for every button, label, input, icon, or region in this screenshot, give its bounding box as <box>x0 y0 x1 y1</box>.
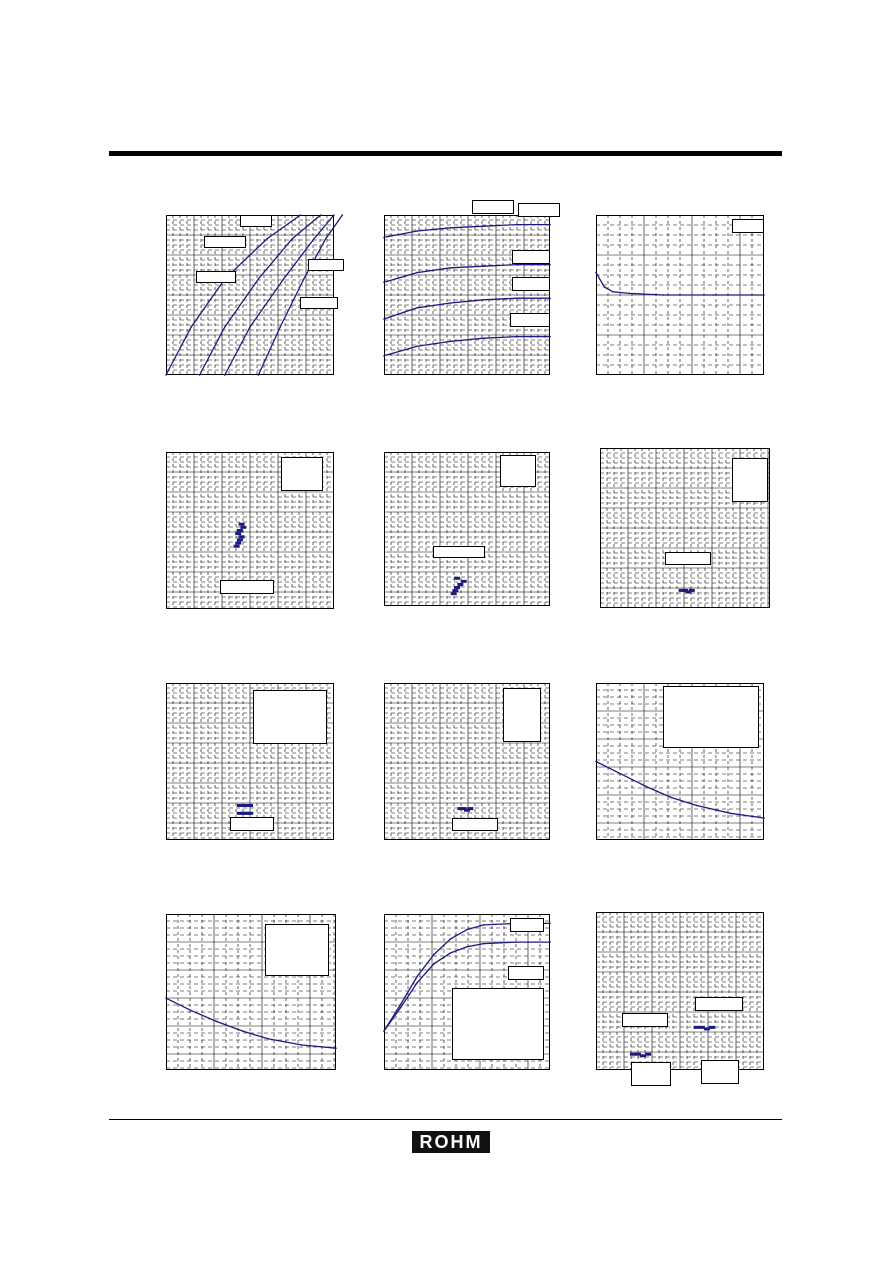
data-point <box>279 326 281 328</box>
data-point <box>267 1038 269 1040</box>
legend-box <box>452 988 544 1060</box>
data-point <box>516 224 518 226</box>
data-point <box>466 929 468 931</box>
data-point <box>416 982 418 984</box>
data-point <box>239 535 245 538</box>
legend-box <box>230 817 274 831</box>
legend-box <box>452 818 498 831</box>
data-point <box>237 529 243 532</box>
data-point <box>247 812 253 815</box>
brand-logo <box>412 1131 490 1153</box>
data-point <box>291 238 293 240</box>
chart-panel-1 <box>166 215 334 375</box>
data-point <box>516 336 518 338</box>
legend-box <box>508 966 544 980</box>
data-point <box>450 267 452 269</box>
series-line-1 <box>166 998 336 1048</box>
data-point <box>242 1030 244 1032</box>
legend-box <box>512 250 550 264</box>
data-point <box>450 341 452 343</box>
data-point <box>549 923 551 925</box>
data-point <box>671 797 673 799</box>
legend-box <box>220 580 274 594</box>
brand-logo-text: ROHM <box>419 1132 483 1152</box>
data-point <box>483 924 485 926</box>
data-point <box>516 941 518 943</box>
series-line-4 <box>384 337 550 356</box>
legend-box <box>433 546 485 558</box>
header-rule <box>109 151 782 156</box>
data-point <box>224 374 226 376</box>
data-point <box>457 583 463 586</box>
data-point <box>467 807 473 810</box>
data-point <box>383 1030 385 1032</box>
data-point <box>165 997 167 999</box>
data-point <box>416 272 418 274</box>
data-point <box>450 302 452 304</box>
data-point <box>416 230 418 232</box>
data-point <box>451 592 457 595</box>
data-point <box>258 374 260 376</box>
chart-panel-2 <box>384 215 550 375</box>
legend-box <box>510 313 550 327</box>
legend-box <box>503 688 541 742</box>
data-point <box>620 773 622 775</box>
data-point <box>303 278 305 280</box>
data-point <box>454 577 460 580</box>
data-point <box>266 238 268 240</box>
data-point <box>239 523 245 526</box>
data-point <box>320 214 322 216</box>
data-point <box>199 374 201 376</box>
data-point <box>249 326 251 328</box>
series-line-1 <box>384 225 550 238</box>
legend-box <box>732 219 764 233</box>
data-point <box>190 326 192 328</box>
data-point <box>383 318 385 320</box>
legend-box <box>512 277 550 291</box>
legend-box <box>300 297 338 309</box>
data-point <box>730 813 732 815</box>
data-point <box>247 804 253 807</box>
data-point <box>235 532 241 535</box>
data-point <box>333 214 335 216</box>
data-point <box>313 238 315 240</box>
legend-box <box>308 259 344 271</box>
data-point <box>604 286 606 288</box>
data-point <box>612 291 614 293</box>
legend-box <box>196 271 236 283</box>
legend-box <box>510 918 544 932</box>
data-point <box>383 281 385 283</box>
chart-svg-12 <box>596 912 764 1070</box>
data-point <box>689 589 695 592</box>
data-point <box>549 297 551 299</box>
data-point <box>450 227 452 229</box>
data-point <box>595 761 597 763</box>
data-point <box>216 1021 218 1023</box>
grid-lines <box>596 912 764 1070</box>
data-point <box>696 805 698 807</box>
data-point <box>258 278 260 280</box>
data-point <box>416 307 418 309</box>
chart-svg-1 <box>166 215 334 375</box>
data-point <box>400 1007 402 1009</box>
chart-panel-12 <box>596 912 764 1070</box>
data-point <box>595 272 597 274</box>
legend-box <box>695 997 743 1011</box>
chart-svg-3 <box>596 215 764 375</box>
legend-box <box>732 458 768 502</box>
legend-box <box>204 236 246 248</box>
data-point <box>763 294 765 296</box>
legend-box <box>500 455 536 487</box>
data-point <box>400 1004 402 1006</box>
data-point <box>516 297 518 299</box>
data-point <box>325 238 327 240</box>
grid-lines <box>384 215 550 375</box>
legend-box <box>253 690 327 744</box>
grid-lines <box>166 215 334 375</box>
data-point <box>549 941 551 943</box>
legend-box <box>701 1060 739 1084</box>
data-point <box>713 294 715 296</box>
legend-box <box>665 552 711 565</box>
data-point <box>549 264 551 266</box>
legend-box <box>240 215 272 227</box>
data-point <box>483 337 485 339</box>
data-point <box>335 1047 337 1049</box>
data-point <box>165 374 167 376</box>
data-point <box>240 526 246 529</box>
data-point <box>450 938 452 940</box>
data-point <box>234 545 240 548</box>
data-point <box>454 586 460 589</box>
chart-panel-3 <box>596 215 764 375</box>
data-point <box>645 1053 651 1056</box>
data-point <box>224 326 226 328</box>
data-point <box>237 538 243 541</box>
data-point <box>283 278 285 280</box>
legend-box <box>622 1013 668 1027</box>
data-point <box>763 817 765 819</box>
data-point <box>383 237 385 239</box>
chart-svg-2 <box>384 215 550 375</box>
data-point <box>300 214 302 216</box>
legend-box <box>472 200 514 214</box>
data-point <box>629 293 631 295</box>
data-point <box>416 345 418 347</box>
legend-box <box>518 203 560 217</box>
data-point <box>342 214 344 216</box>
legend-box <box>631 1062 671 1086</box>
data-point <box>483 225 485 227</box>
data-point <box>235 542 241 545</box>
data-point <box>483 299 485 301</box>
data-point <box>516 264 518 266</box>
data-point <box>433 963 435 965</box>
data-point <box>483 265 485 267</box>
data-point <box>450 952 452 954</box>
data-point <box>549 224 551 226</box>
data-point <box>452 589 458 592</box>
data-point <box>709 1026 715 1029</box>
legend-box <box>265 924 329 976</box>
data-point <box>461 580 467 583</box>
data-point <box>466 946 468 948</box>
legend-box <box>663 686 759 748</box>
data-point <box>433 954 435 956</box>
data-point <box>383 355 385 357</box>
footer-rule <box>109 1119 782 1120</box>
data-point <box>191 1010 193 1012</box>
data-point <box>646 786 648 788</box>
data-point <box>662 294 664 296</box>
data-point <box>549 336 551 338</box>
data-point <box>483 943 485 945</box>
data-point <box>301 1044 303 1046</box>
legend-box <box>281 457 323 491</box>
data-point <box>416 976 418 978</box>
